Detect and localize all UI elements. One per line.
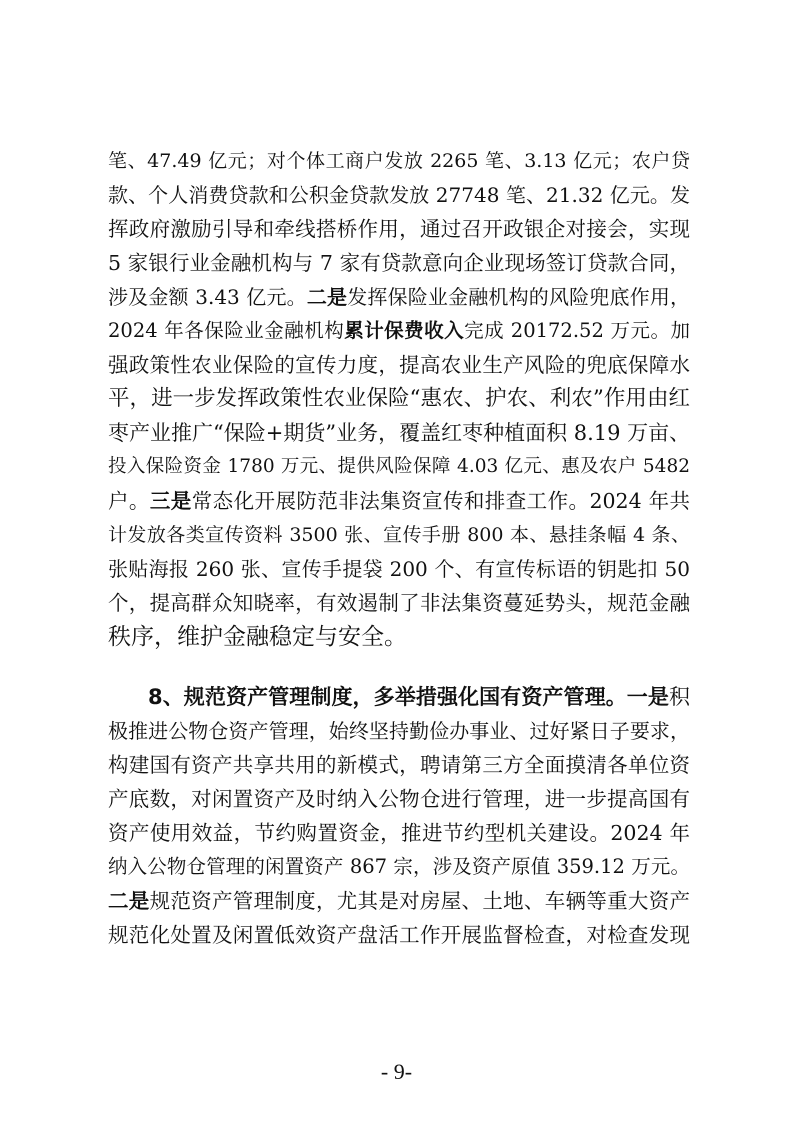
text-line: 纳入公物仓管理的闲置资产 867 宗，涉及资产原值 359.12 万元。 — [108, 855, 690, 878]
text-line — [108, 316, 690, 346]
text-line: 枣产业推广“保险+期货”业务，覆盖红枣种植面积 8.19 万亩、 — [108, 421, 690, 445]
bold-phrase: 累计保费收入 — [344, 319, 465, 342]
text-line: 秩序，维护金融稳定与安全。 — [108, 624, 407, 650]
text-line: 产底数，对闲置资产及时纳入公物仓进行管理，进一步提高国有 — [108, 787, 690, 811]
text-line — [108, 282, 690, 312]
text-run: 常态化开展防范非法集资宣传和排查工作。2024 年共 — [191, 489, 690, 513]
section-heading: 8、规范资产管理制度，多举措强化国有资产管理。 — [148, 685, 627, 709]
text-run: 完成 20172.52 万元。加 — [464, 319, 690, 342]
text-line: 平，进一步发挥政策性农业保险“惠农、护农、利农”作用由红 — [108, 386, 690, 411]
text-line — [148, 682, 690, 712]
bold-marker: 二是 — [306, 285, 348, 309]
text-run: 积 — [669, 685, 690, 709]
text-line: 张贴海报 260 张、宣传手提袋 200 个、有宣传标语的钥匙扣 50 — [108, 557, 690, 581]
text-line: 挥政府激励引导和牵线搭桥作用，通过召开政银企对接会，实现 — [108, 217, 690, 241]
bold-marker: 三是 — [149, 489, 192, 513]
text-line: 款、个人消费贷款和公积金贷款发放 27748 笔、21.32 亿元。发 — [108, 183, 690, 207]
text-run: 发挥保险业金融机构的风险兜底作用， — [347, 285, 690, 309]
text-line: 构建国有资产共享共用的新模式，聘请第三方全面摸清各单位资 — [108, 753, 690, 777]
text-line: 强政策性农业保险的宣传力度，提高农业生产风险的兜底保障水 — [108, 353, 690, 377]
text-line: 资产使用效益，节约购置资金，推进节约型机关建设。2024 年 — [108, 821, 690, 845]
text-run: 户。 — [108, 489, 150, 513]
text-line: 极推进公物仓资产管理，始终坚持勤俭办事业、过好紧日子要求， — [108, 719, 690, 743]
text-line: 5 家银行业金融机构与 7 家有贷款意向企业现场签订贷款合同， — [108, 251, 690, 275]
text-line: 规范化处置及闲置低效资产盘活工作开展监督检查，对检查发现 — [108, 923, 690, 947]
text-line: 投入保险资金 1780 万元、提供风险保障 4.03 亿元、惠及农户 5482 — [108, 456, 690, 477]
bold-marker: 二是 — [108, 889, 150, 913]
text-line: 计发放各类宣传资料 3500 张、宣传手册 800 本、悬挂条幅 4 条、 — [108, 524, 690, 546]
text-run: 涉及金额 3.43 亿元。 — [108, 285, 307, 309]
text-line — [108, 886, 690, 916]
text-run: 规范资产管理制度，尤其是对房屋、土地、车辆等重大资产 — [149, 889, 690, 913]
text-line: 笔、47.49 亿元；对个体工商户发放 2265 笔、3.13 亿元；农户贷 — [108, 150, 690, 172]
bold-marker: 一是 — [626, 685, 669, 709]
text-run: 2024 年各保险业金融机构 — [108, 319, 345, 342]
page-number: - 9- — [380, 1059, 413, 1084]
text-line — [108, 486, 690, 516]
text-line: 个，提高群众知晓率，有效遏制了非法集资蔓延势头，规范金融 — [108, 591, 690, 615]
